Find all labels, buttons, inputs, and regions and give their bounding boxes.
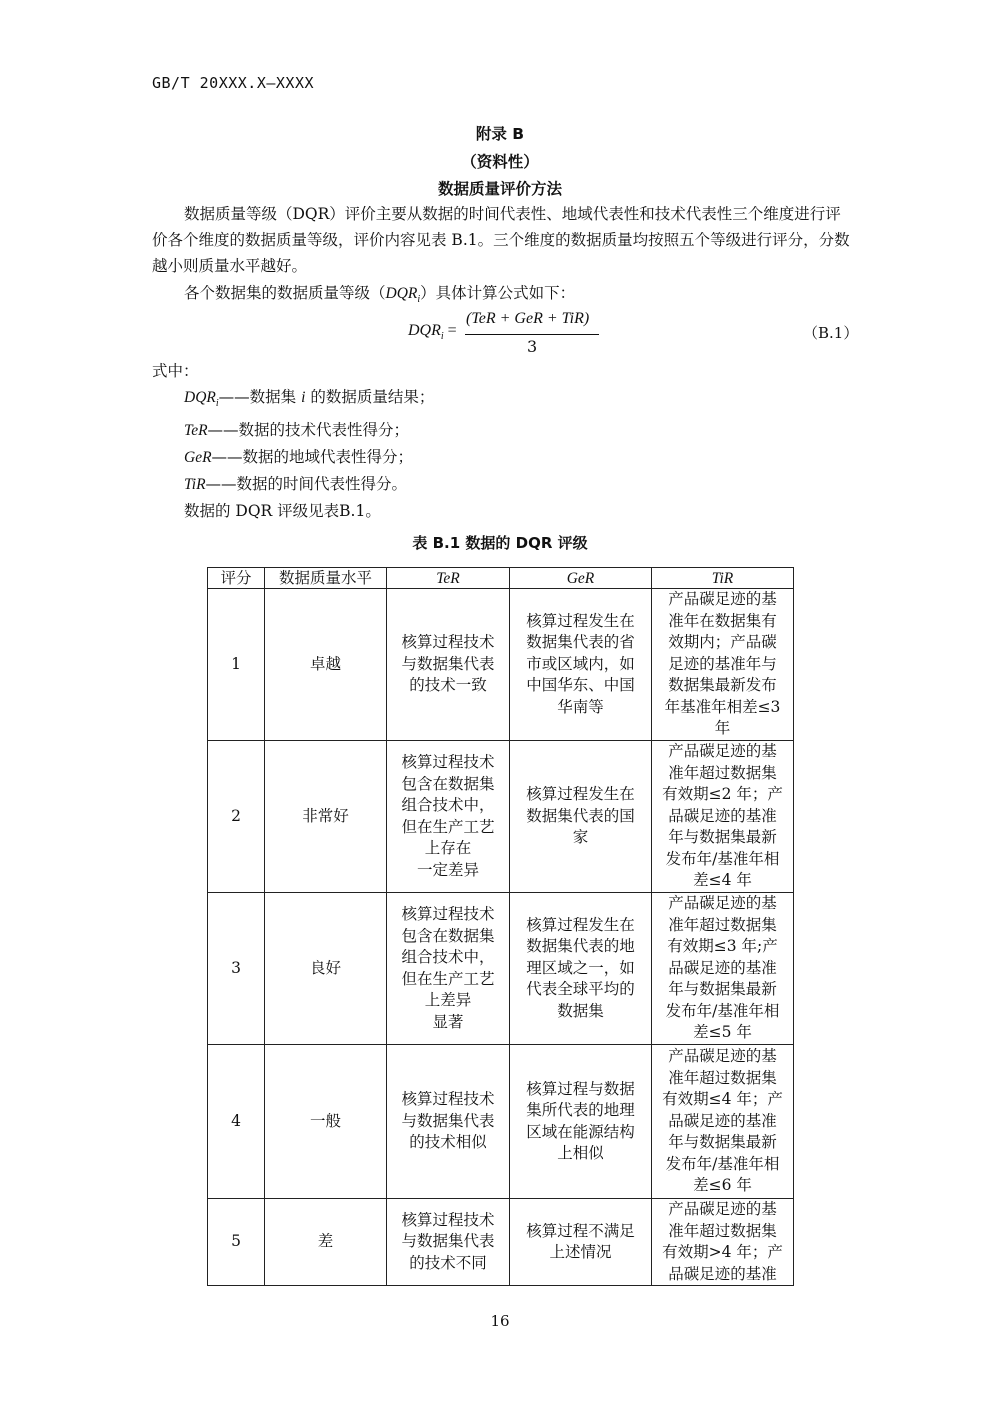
appendix-title: 数据质量评价方法 xyxy=(437,180,562,198)
equation-number: （B.1） xyxy=(803,324,859,342)
cell-ger: 核算过程发生在 数据集代表的国 家 xyxy=(510,741,652,893)
cell-level: 良好 xyxy=(265,893,387,1045)
formula-denominator: 3 xyxy=(527,337,538,356)
cell-ter: 核算过程技术 包含在数据集 组合技术中， 但在生产工艺 上存在 一定差异 xyxy=(387,741,510,893)
dqr-rating-table xyxy=(207,567,794,1286)
cell-level: 卓越 xyxy=(265,589,387,741)
table-row xyxy=(208,589,794,741)
cell-tir: 产品碳足迹的基 准年超过数据集 有效期≤2 年；产 品碳足迹的基准 年与数据集最新 发布年/基准年相 差≤4 年 xyxy=(652,741,794,893)
cell-level: 非常好 xyxy=(265,741,387,893)
cell-tir: 产品碳足迹的基 准年在数据集有 效期内；产品碳 足迹的基准年与 数据集最新发布 年基准年相差≤3 年 xyxy=(652,589,794,741)
definition-ger: GeR——数据的地域代表性得分； xyxy=(184,448,414,467)
header-score: 评分 xyxy=(208,568,265,589)
cell-tir: 产品碳足迹的基 准年超过数据集 有效期>4 年；产 品碳足迹的基准 xyxy=(652,1199,794,1286)
where-label: 式中： xyxy=(152,362,199,380)
table-row xyxy=(208,741,794,893)
cell-tir: 产品碳足迹的基 准年超过数据集 有效期≤3 年;产 品碳足迹的基准 年与数据集最新 发布年/基准年相 差≤5 年 xyxy=(652,893,794,1045)
cell-score: 1 xyxy=(208,589,265,741)
table-row xyxy=(208,1045,794,1199)
formula-intro xyxy=(152,280,852,313)
cell-ter: 核算过程技术 包含在数据集 组合技术中， 但在生产工艺 上差异 显著 xyxy=(387,893,510,1045)
definition-ter: TeR——数据的技术代表性得分； xyxy=(184,421,410,440)
table-reference: 数据的 DQR 评级见表B.1。 xyxy=(184,502,381,521)
definition-dqr: $DQR_i——$数据集 i 的数据质量结果； xyxy=(184,388,435,410)
cell-score: 3 xyxy=(208,893,265,1045)
cell-ter: 核算过程技术 与数据集代表 的技术相似 xyxy=(387,1045,510,1199)
document-standard-code: GB/T 20XXX.X—XXXX xyxy=(152,74,315,92)
cell-level: 一般 xyxy=(265,1045,387,1199)
header-ger: GeR xyxy=(510,568,652,589)
formula-numerator: (TeR + GeR + TiR) xyxy=(466,310,590,327)
table-header-row xyxy=(208,568,794,589)
fraction-bar xyxy=(465,334,599,335)
appendix-label: 附录 B xyxy=(475,125,525,143)
cell-score: 4 xyxy=(208,1045,265,1199)
formula-intro-prefix: 各个数据集的数据质量等级（ xyxy=(184,284,386,302)
header-tir: TiR xyxy=(652,568,794,589)
formula-intro-symbol: DQR xyxy=(385,285,418,302)
formula-intro-suffix: ）具体计算公式如下： xyxy=(420,284,576,302)
cell-ger: 核算过程不满足 上述情况 xyxy=(510,1199,652,1286)
table-row xyxy=(208,1199,794,1286)
formula-intro-subscript: i xyxy=(417,294,421,306)
intro-paragraph: 数据质量等级（DQR）评价主要从数据的时间代表性、地域代表性和技术代表性三个维度进行评价各个维度的数据质量等级，评价内容见表 B.1。三个维度的数据质量均按照五个等级进行评分，分数越小则质量水平越好。 xyxy=(152,205,850,275)
cell-score: 2 xyxy=(208,741,265,893)
table-caption: 表 B.1 数据的 DQR 评级 xyxy=(412,534,588,552)
cell-ter: 核算过程技术 与数据集代表 的技术不同 xyxy=(387,1199,510,1286)
header-ter: TeR xyxy=(387,568,510,589)
cell-score: 5 xyxy=(208,1199,265,1286)
definition-list xyxy=(184,384,434,524)
table-row xyxy=(208,893,794,1045)
cell-ter: 核算过程技术 与数据集代表 的技术一致 xyxy=(387,589,510,741)
page-number: 16 xyxy=(490,1312,510,1330)
appendix-nature: （资料性） xyxy=(461,153,539,171)
header-quality-level: 数据质量水平 xyxy=(265,568,387,589)
cell-level: 差 xyxy=(265,1199,387,1286)
cell-ger: 核算过程与数据 集所代表的地理 区域在能源结构 上相似 xyxy=(510,1045,652,1199)
cell-ger: 核算过程发生在 数据集代表的地 理区域之一，如 代表全球平均的 数据集 xyxy=(510,893,652,1045)
formula-lhs: $DQR_i$ = xyxy=(408,322,457,343)
cell-ger: 核算过程发生在 数据集代表的省 市或区域内，如 中国华东、中国 华南等 xyxy=(510,589,652,741)
definition-tir: TiR——数据的时间代表性得分。 xyxy=(184,475,408,494)
cell-tir: 产品碳足迹的基 准年超过数据集 有效期≤4 年；产 品碳足迹的基准 年与数据集最新 发布年/基准年相 差≤6 年 xyxy=(652,1045,794,1199)
